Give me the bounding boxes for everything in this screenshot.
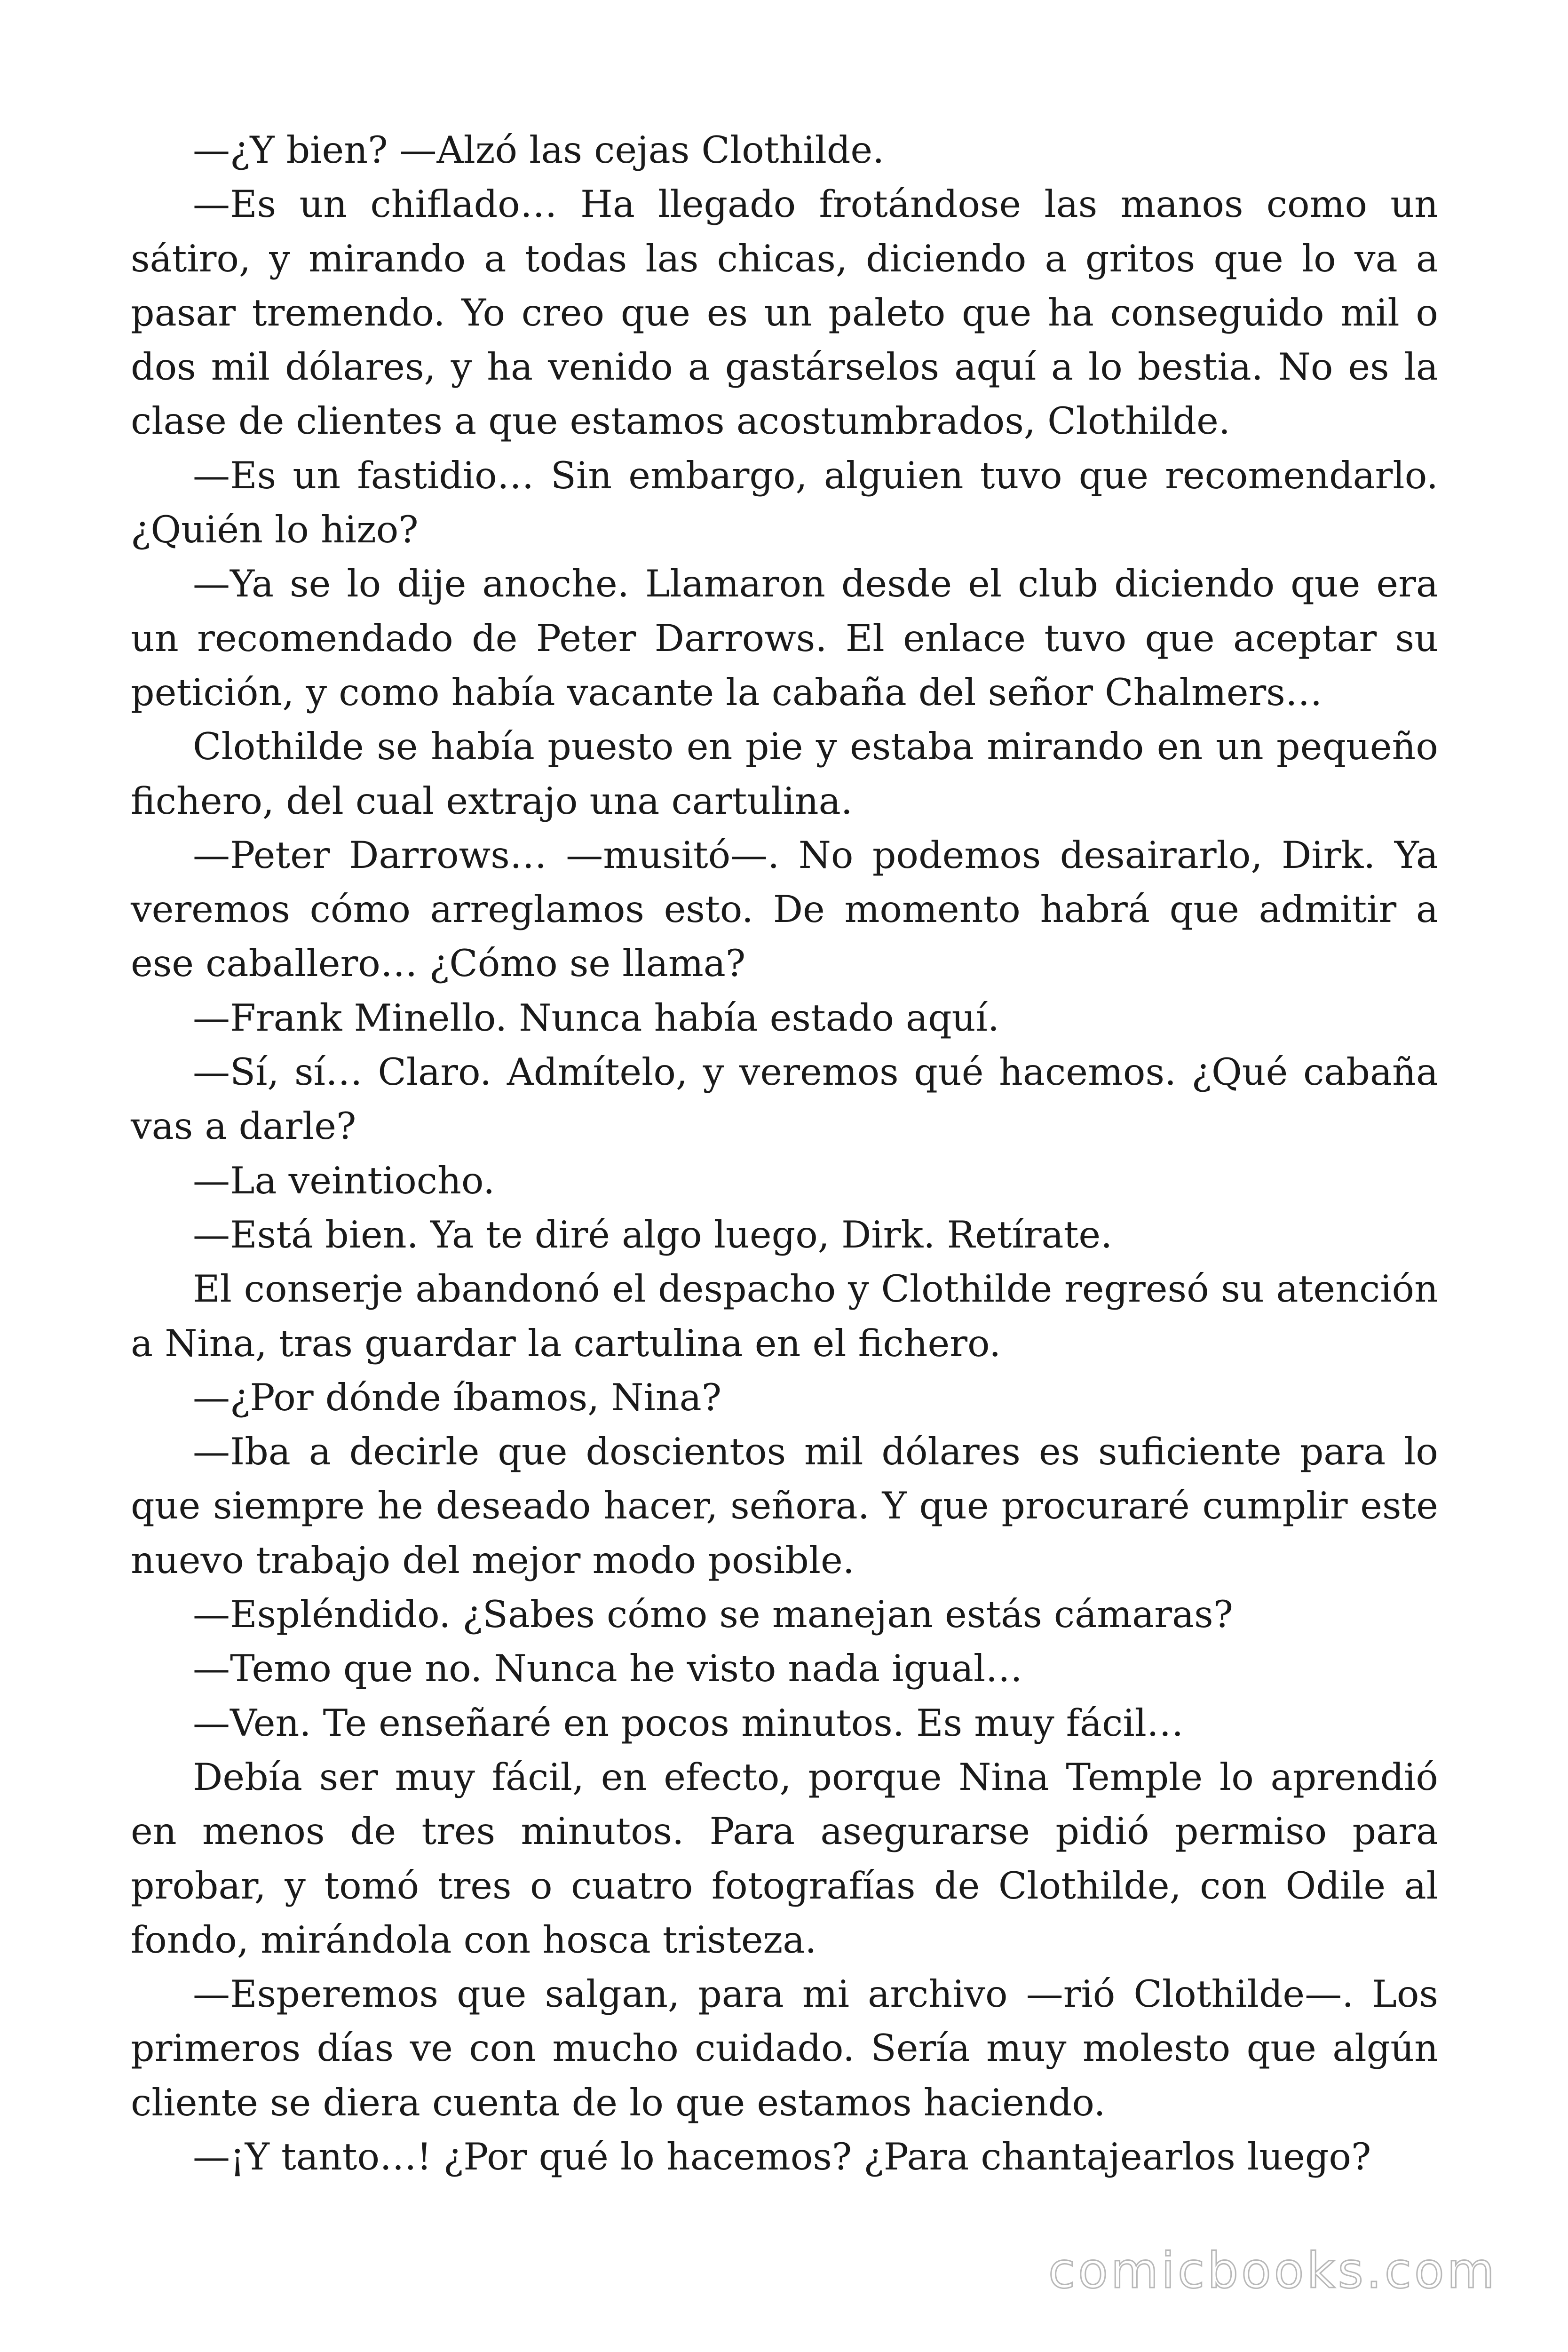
paragraph: —La veintiocho.	[193, 1159, 495, 1202]
paragraph: —Temo que no. Nunca he visto nada igual…	[193, 1647, 1023, 1691]
paragraph: —Está bien. Ya te diré algo luego, Dirk. Retírate.	[193, 1213, 1113, 1256]
paragraph: Debía ser muy fácil, en efecto, porque Nina Temple lo aprendió en menos de tres minutos. Para asegurarse pidió permiso para probar, y tomó tres o cuatro fotografías de Clothilde, con Odile al fondo, mirándola con hosca tristeza.	[131, 1755, 1438, 1962]
paragraph: El conserje abandonó el despacho y Clothilde regresó su atención a Nina, tras guardar la cartulina en el fichero.	[131, 1267, 1438, 1365]
paragraph: —Es un chiflado… Ha llegado frotándose las manos como un sátiro, y mirando a todas las chicas, diciendo a gritos que lo va a pasar tremendo. Yo creo que es un paleto que ha conseguido mil o dos mil dólares, y ha venido a gastárselos aquí a lo bestia. No es la clase de clientes a que estamos acostumbrados, Clothilde.	[131, 183, 1438, 443]
paragraph: —Ya se lo dije anoche. Llamaron desde el club diciendo que era un recomendado de Peter Darrows. El enlace tuvo que aceptar su petición, y como había vacante la cabaña del señor Chalmers…	[131, 562, 1438, 714]
paragraph: —Espléndido. ¿Sabes cómo se manejan estás cámaras?	[193, 1593, 1233, 1637]
paragraph: —¿Y bien? —Alzó las cejas Clothilde.	[193, 128, 885, 172]
paragraph: —Sí, sí… Claro. Admítelo, y veremos qué hacemos. ¿Qué cabaña vas a darle?	[131, 1050, 1438, 1148]
paragraph: —Esperemos que salgan, para mi archivo —rió Clothilde—. Los primeros días ve con mucho cuidado. Sería muy molesto que algún cliente se diera cuenta de lo que estamos haciendo.	[131, 1972, 1438, 2124]
watermark: comicbooks.com	[1048, 2242, 1497, 2299]
paragraph: —¿Por dónde íbamos, Nina?	[193, 1375, 722, 1419]
paragraph: —Iba a decirle que doscientos mil dólares es suficiente para lo que siempre he deseado hacer, señora. Y que procuraré cumplir este nuevo trabajo del mejor modo posible.	[131, 1430, 1438, 1582]
paragraph: —¡Y tanto…! ¿Por qué lo hacemos? ¿Para chantajearlos luego?	[193, 2135, 1371, 2178]
paragraph: —Ven. Te enseñaré en pocos minutos. Es muy fácil…	[193, 1701, 1184, 1745]
body-text	[131, 123, 1438, 2184]
paragraph: —Es un fastidio… Sin embargo, alguien tuvo que recomendarlo. ¿Quién lo hizo?	[131, 453, 1438, 552]
paragraph: —Peter Darrows… —musitó—. No podemos desairarlo, Dirk. Ya veremos cómo arreglamos esto. De momento habrá que admitir a ese caballero… ¿Cómo se llama?	[131, 833, 1438, 985]
paragraph: —Frank Minello. Nunca había estado aquí.	[193, 996, 999, 1040]
paragraph: Clothilde se había puesto en pie y estaba mirando en un pequeño fichero, del cual extrajo una cartulina.	[131, 725, 1438, 823]
